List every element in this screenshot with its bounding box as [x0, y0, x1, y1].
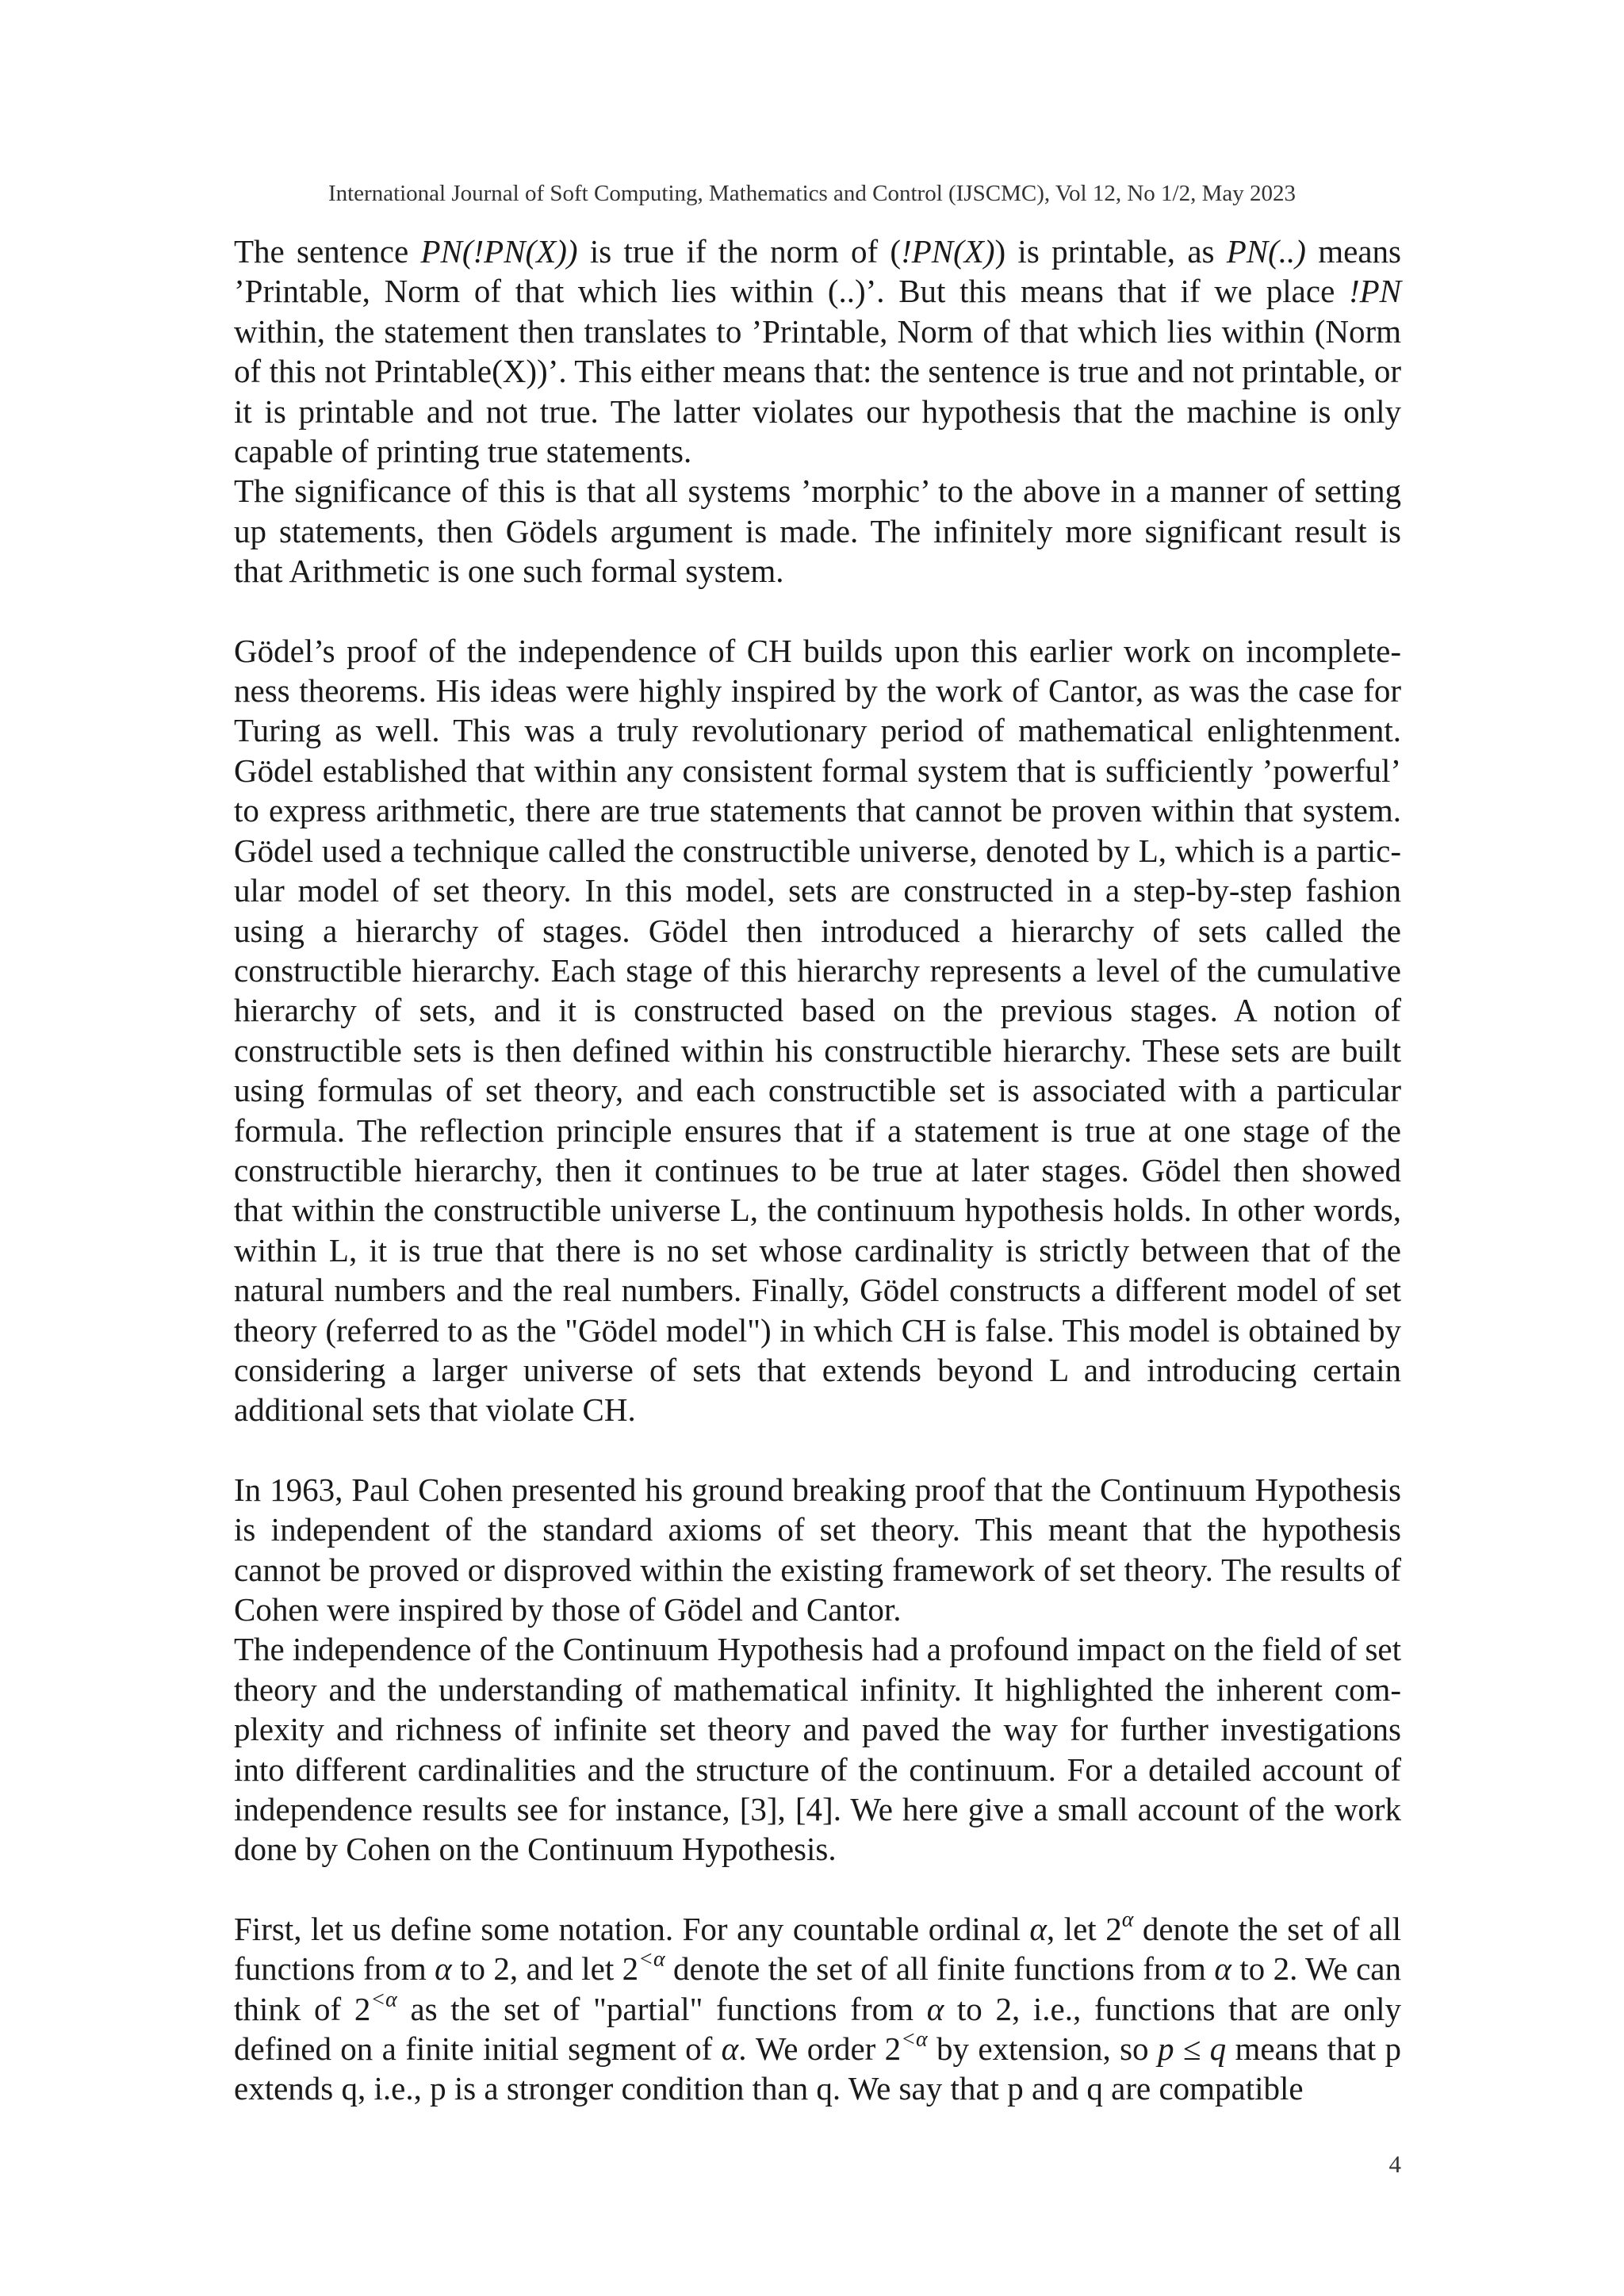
- math-two-power-lt-alpha: $2^{<\alpha}$: [354, 1987, 397, 2027]
- page-number: 4: [1388, 2150, 1401, 2178]
- math-formula: !PN: [1348, 273, 1401, 310]
- math-alpha: α: [1214, 1950, 1231, 1988]
- math-alpha: α: [435, 1950, 452, 1988]
- paragraph-printable-norm: The sentence PN(!PN(X)) is true if the norm of (!PN(X)) is printable, as PN(..) means ’Printable, Norm of that which lies within (..)’. But this means that if we place !PN within, the statement then translates to ’Printable, Norm of that which lies within (Norm of this not Printable(X))’. This either means that: the sentence is true and not printable, or it is printable and not true. The latter violates our hypothesis that the machine is only capable of printing true statements.: [234, 233, 1401, 470]
- math-two-power-lt-alpha: $2^{<\alpha}$: [622, 1946, 665, 1988]
- paragraph-godel-proof: Gödel’s proof of the independence of CH builds upon this earlier work on incompleteness theorems. His ideas were highly inspired by the work of Cantor, as was the case for Turing as well. This was a truly revolutionary period of mathematical enlightenment. Gödel established that within any consistent formal system that is sufficiently ’powerful’ to express arithmetic, there are true statements that cannot be proven within that system. Gödel used a technique called the constructible universe, denoted by L, which is a particular model of set theory. In this model, sets are constructed in a step-by-step fashion using a hierarchy of stages. Gödel then introduced a hierarchy of sets called the constructible hierarchy. Each stage of this hierarchy represents a level of the cumulative hierarchy of sets, and it is constructed based on the previous stages. A notion of constructible sets is then defined within his constructible hierarchy. These sets are built using formulas of set theory, and each constructible set is associated with a particular formula. The reflection principle ensures that if a statement is true at one stage of the constructible hierarchy, then it continues to be true at later stages. Gödel then showed that within the constructible universe L, the continuum hypothesis holds. In other words, within L, it is true that there is no set whose cardinality is strictly between that of the natural numbers and the real numbers. Finally, Gödel constructs a different model of set theory (referred to as the "Gödel model") in which CH is false. This model is obtained by considering a larger universe of sets that extends beyond L and introducing certain additional sets that violate CH.: [234, 632, 1401, 1429]
- math-alpha: α: [926, 1990, 944, 2027]
- math-two-power-lt-alpha: $2^{<\alpha}$: [884, 2026, 928, 2068]
- math-alpha: α: [721, 2030, 739, 2068]
- math-p-leq-q: p ≤ q: [1157, 2030, 1227, 2068]
- paragraph-significance: The significance of this is that all systems ’morphic’ to the above in a manner of setting up statements, then Gödels argument is made. The infinitely more significant result is that Arithmetic is one such formal system.: [234, 473, 1401, 590]
- main-text: [234, 232, 1401, 2109]
- math-formula: !PN(X): [901, 233, 995, 270]
- math-formula: PN(!PN(X)): [420, 233, 578, 270]
- math-alpha: α: [1029, 1910, 1047, 1947]
- paragraph-independence-impact: The independence of the Continuum Hypothesis had a profound impact on the field of set theory and the understanding of mathematical infinity. It highlighted the inherent complexity and richness of infinite set theory and paved the way for further investigations into different cardinalities and the structure of the continuum. For a detailed account of independence results see for instance, [3], [4]. We here give a small account of the work done by Cohen on the Continuum Hypothesis.: [234, 1631, 1401, 1868]
- paragraph-cohen-1963: In 1963, Paul Cohen presented his ground breaking proof that the Continuum Hypothesis is independent of the standard axioms of set theory. This meant that the hypothesis cannot be proved or disproved within the existing framework of set theory. The results of Cohen were inspired by those of Gödel and Cantor.: [234, 1471, 1401, 1628]
- math-two-power-alpha: $2^\alpha$: [1105, 1907, 1134, 1947]
- running-header: International Journal of Soft Computing, Mathematics and Control (IJSCMC), Vol 12, No 1/2, May 2023: [327, 181, 1297, 206]
- math-formula: PN(..): [1226, 233, 1306, 270]
- paragraph-notation: First, let us define some notation. For any countable ordinal α, let $2^\alpha$ denote the set of all functions from α to 2, and let $2^{<\alpha}$ denote the set of all finite functions from α to 2. We can think of $2^{<\alpha}$ as the set of "partial" functions from α to 2, i.e., functions that are only defined on a finite initial segment of α. We order $2^{<\alpha}$ by extension, so p ≤ q means that p extends q, i.e., p is a stronger condition than q. We say that p and q are compatible: [234, 1907, 1402, 2107]
